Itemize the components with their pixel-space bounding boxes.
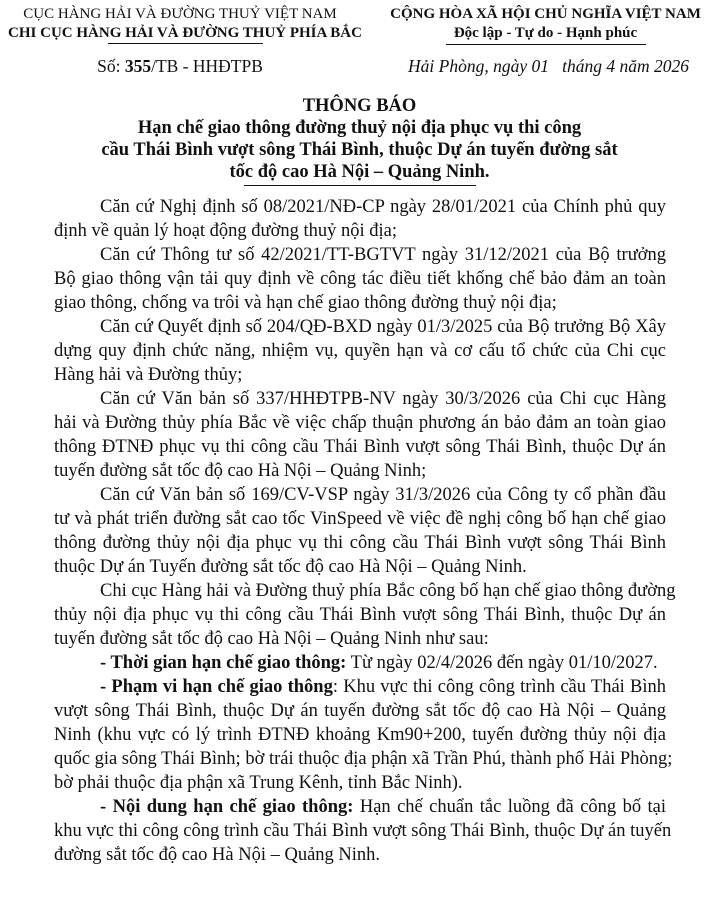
scope-restriction-text: : Khu vực thi công công trình cầu Thái Bình [332,677,666,697]
body-line: thông ĐTNĐ phục vụ thi công cầu Thái Bình vượt sông Thái Bình, thuộc Dự án [54,437,666,457]
scope-line: vượt sông Thái Bình, thuộc Dự án tuyến đường sắt tốc độ cao Hà Nội – Quảng [54,701,666,721]
body-line: thủy nội địa phục vụ thi công cầu Thái Bình vượt sông Thái Bình, thuộc Dự án [54,605,666,625]
content-line: đường sắt tốc độ cao Hà Nội – Quảng Ninh. [54,845,381,865]
body-line: Hàng hải và Đường thủy; [54,365,243,385]
notice-heading: THÔNG BÁO [302,96,417,116]
content-restriction-text: Hạn chế chuẩn tắc luồng đã công bố tại [353,797,666,817]
scope-line: Ninh (khu vực có lý trình ĐTNĐ khoảng Km90+200, tuyến đường thủy nội địa [54,725,666,745]
number-suffix: /TB - HHĐTPB [151,56,263,76]
title-underline [244,185,476,186]
body-line: Căn cứ Quyết định số 204/QĐ-BXD ngày 01/3/2025 của Bộ trưởng Bộ Xây [100,317,666,337]
body-line: tuyến đường sắt tốc độ cao Hà Nội – Quảng Ninh; [54,461,427,481]
body-line: tư và phát triển đường sắt cao tốc VinSpeed về việc đề nghị công bố hạn chế giao [54,509,666,529]
time-restriction-label: - Thời gian hạn chế giao thông: [100,653,347,673]
number-value: 355 [124,56,152,76]
notice-subject-line2: cầu Thái Bình vượt sông Thái Bình, thuộc Dự án tuyến đường sắt [101,140,618,160]
scope-line: quốc gia sông Thái Bình; bờ trái thuộc địa phận xã Trần Phú, thành phố Hải Phòng; [54,749,673,769]
body-line: Căn cứ Văn bản số 169/CV-VSP ngày 31/3/2026 của Công ty cổ phần đầu [100,485,666,505]
body-line: tuyến đường sắt tốc độ cao Hà Nội – Quảng Ninh như sau: [54,629,489,649]
document-number [0,56,360,77]
body-line: giao thông, chống va trôi và hạn chế giao thông đường thuỷ nội địa; [54,293,557,313]
content-restriction [54,796,666,818]
document-date: Hải Phòng, ngày 01 tháng 4 năm 2026 [408,56,689,76]
number-prefix: Số: [97,56,125,76]
body-line: Bộ giao thông vận tải quy định về công tác điều tiết khống chế bảo đảm an toàn [54,269,666,289]
content-restriction-label: - Nội dung hạn chế giao thông: [100,797,354,817]
body-line: thuộc Dự án Tuyến đường sắt tốc độ cao Hà Nội – Quảng Ninh. [54,557,527,577]
body-line: thông đường thủy nội địa phục vụ thi công cầu Thái Bình vượt sông Thái Bình [54,533,666,553]
national-title: CỘNG HÒA XÃ HỘI CHỦ NGHĨA VIỆT NAM [390,6,701,22]
body-line: hải và Đường thủy phía Bắc về việc chấp thuận phương án bảo đảm an toàn giao [54,413,666,433]
time-restriction [54,652,666,674]
national-motto: Độc lập - Tự do - Hạnh phúc [453,25,638,41]
content-line: khu vực thi công công trình cầu Thái Bình vượt sông Thái Bình, thuộc Dự án tuyến [54,821,672,841]
agency-underline [108,43,263,44]
body-line: định về quản lý hoạt động đường thuỷ nội địa; [54,221,398,241]
scope-line: bờ phải thuộc địa phận xã Trung Kênh, tỉnh Bắc Ninh). [54,773,463,793]
agency-name: CỤC HÀNG HẢI VÀ ĐƯỜNG THUỶ VIỆT NAM [23,6,337,22]
scope-restriction [54,676,666,698]
body-line: Chi cục Hàng hải và Đường thuỷ phía Bắc công bố hạn chế giao thông đường [100,581,676,601]
sub-agency-name: CHI CỤC HÀNG HẢI VÀ ĐƯỜNG THUỶ PHÍA BẮC [8,25,362,41]
notice-subject-line3: tốc độ cao Hà Nội – Quảng Ninh. [229,162,490,182]
notice-subject-line1: Hạn chế giao thông đường thuỷ nội địa phục vụ thi công [137,118,582,138]
scope-restriction-label: - Phạm vi hạn chế giao thông [100,677,333,697]
body-line: Căn cứ Nghị định số 08/2021/NĐ-CP ngày 28/01/2021 của Chính phủ quy [100,197,666,217]
body-line: Căn cứ Thông tư số 42/2021/TT-BGTVT ngày 31/12/2021 của Bộ trưởng [100,245,666,265]
body-line: Căn cứ Văn bản số 337/HHĐTPB-NV ngày 30/3/2026 của Chi cục Hàng [100,389,666,409]
body-line: dựng quy định chức năng, nhiệm vụ, quyền hạn và cơ cấu tổ chức của Chi cục [54,341,666,361]
time-restriction-text: Từ ngày 02/4/2026 đến ngày 01/10/2027. [346,653,658,673]
motto-underline [446,44,646,45]
